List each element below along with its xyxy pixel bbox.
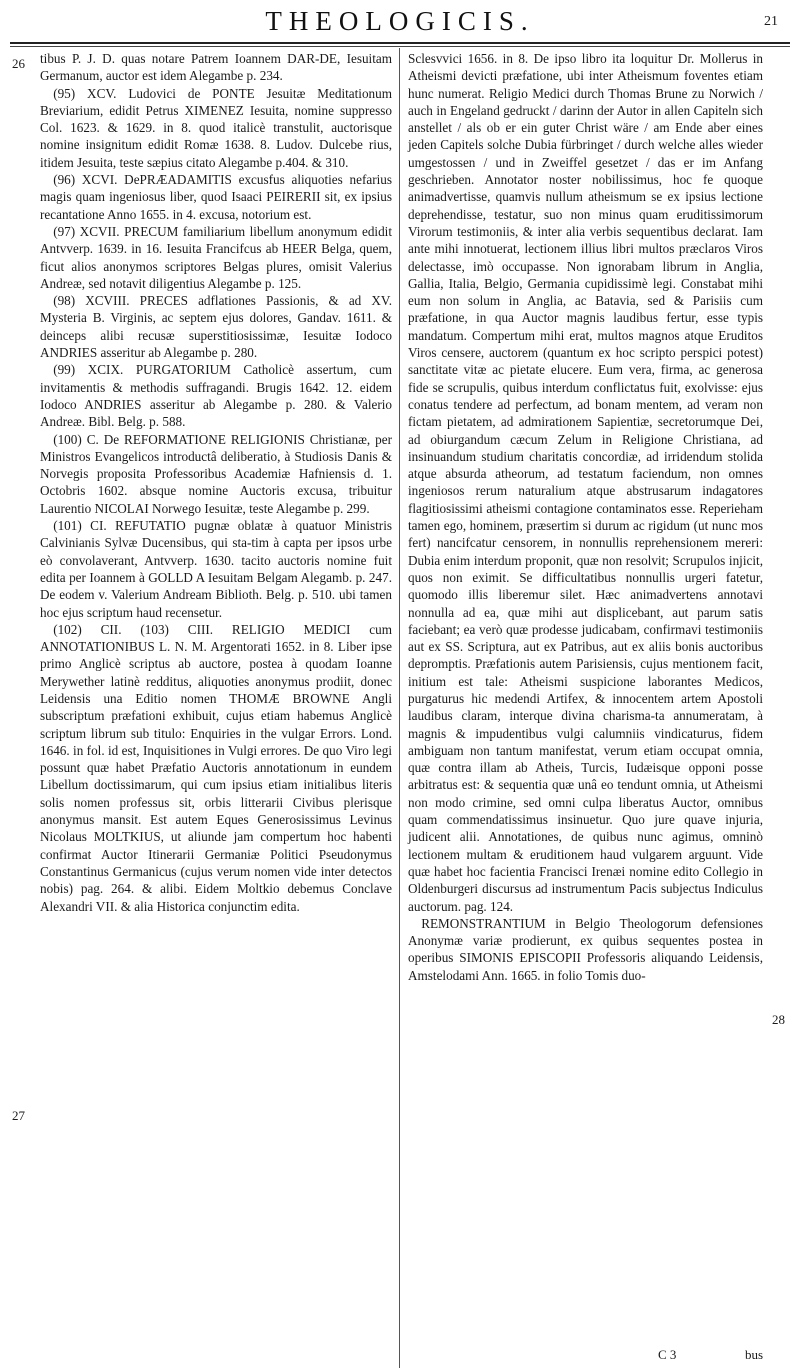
margin-number: 26	[12, 56, 25, 71]
header-rule-thin	[10, 46, 790, 47]
entry-paragraph: Sclesvvici 1656. in 8. De ipso libro ita loquitur Dr. Mollerus in Atheismi devicti præfatione, ubi inter Atheismum foventes etiam hunc numerat. Religio Medici durch Thomas Brune zu Norwich / auch in Engeland gedruckt / darinn der Autor in allen Capiteln sich anstellet / als ob er ein guter Christ wäre / am Ende aber eines jeden Capitels solche Dubia fürbringet / durch welche alles wieder umgestossen / und in Zweiffel gesetzet / das er im Anfang geschrieben. Annotator noster nobilissimus, hoc fe quoque animadvertisse, quamvis nullum atheismum se ex ipsius lectione deprehendisse, testatur, suo non minus quam eruditissimorum Virorum testimoniis, & inter alia verbis sequentibus declarat. Iam ante mihi innotuerat, lectionem illius libri multos præclaros Viros delectasse, imò occupasse. Non ignorabam librum in Anglia, Gallia, Italia, Belgio, Germania cupidissimè legi. Constabat mihi eum non solum in Anglia, ac Batavia, sed & Parisiis cum præfatione, in qua Auctor magnis laudibus fertur, esse typis mandatum. Compertum mihi erat, multos magnos atque Eruditos Viros censere, auctorem (quantum ex hoc scripto perspici potest) sanctitate vitæ ac pietate elucere. Eum vera, firma, ac generosa fide se scrupulis, quibus interdum conflictatus fuit, exolvisse: ejus conatus tendere ad perfectum, ad bonam mentem, ad veram non fictam pietatem, ad admirationem Sapientiæ, secretorumque Dei, ad obiurgandum cæcum Zelum in Religione Christiana, ad insinuandum studium charitatis concordiæ, ad irridendum stolida atque absurda atheorum, ad testatum faciendum, non omnes ingeniosos rerum naturalium atque abstrusarum indagatores flagitiosissimi atheismi contagione contaminatos esse. Reperieham tamen ego, hominem, præsertim si durum ac rigidum (ut nunc mos fert) nancifcatur censorem, in nonnullis reprehensionem mereri: Dubia enim interdum proponit, quæ non resolvit; Scrupulos injicit, quos non eximit. Se difficultatibus nonnullis urgeri fatetur, quomodo illis liberemur silet. Hæc animadvertens annotavi nonnulla ad ea, quæ mihi aut displicebant, aut parum satis faciebant; ea verò quæ prodesse judicabam, confirmavi testimoniis aut ex SS. Scriptura, aut ex Patribus, aut ex aliis bonis auctoribus depromptis. Præfationis autem Parisiensis, cujus mentionem facit, initium est tale: Atheismi suspicione laborantes Medicos, purgaturus hic medendi Artifex, & innocentem artem Apostoli laudibus claram, interque divina charisma-ta annumeratam, à magnis & impudentibus vulgi calumniis vindicaturus, fidem ambiguam non tantum manifestat, verum etiam occupat omnia, quæ contra illam ab Atheis, Turcis, Iudæisque opponi posse arbitratus est: & sequentia quæ unâ eo tendunt omnia, ut Atheismi non modo crimine, sed omni culpa liberatus Auctor, omnibus quam commendatissimus insinuetur. Quo jure quave injuria, judicent alii. Annotationes, de quibus nunc agimus, omninò lectionem multam & eruditionem haud vulgarem arguunt. Vide quæ habet hoc facientia Francisci Irenæi nomine edito Collegio in Oldenburgeri discursus ad instrumentum Pacis subjectus Indiculus auctorum. pag. 124.	[408, 51, 763, 914]
entry-paragraph: (101) CI. REFUTATIO pugnæ oblatæ à quatuor Ministris Calvinianis Sylvæ Ducensibus, qui sta-tim à capta per ipsos urbe eò convolaverant, Antvverp. 1630. tacito auctoris nomine fuit edita per Ioannem à GOLLD A Iesuitam Belgam Alegamb. p. 247. De eodem v. Valerium Andream Biblioth. Belg. p. 510. ubi tamen hoc ejus scriptum haud recensetur.	[40, 518, 392, 620]
entry-paragraph: (102) CII. (103) CIII. RELIGIO MEDICI cum ANNOTATIONIBUS L. N. M. Argentorati 1652. in 8. Liber ipse primo Anglicè scriptus ab auctore, postea à quodam Ioanne Merywether latinè redditus, aliquoties anonymus prodiit, donec Leidensis una Editio nomen THOMÆ BROWNE Angli subscriptum præfationi exhibuit, cujus etiam habemus Anglicè scriptum librum sub titulo: Enquiries in the vulgar Errors. Lond. 1646. in fol. id est, Inquisitiones in Vulgi errores. De quo Viro legi possunt quæ habet Præfatio Auctoris annotationum in eundem Libellum doctissimarum, qui cum ipsius etiam initialibus literis solis nomen professus sit, orbis litterarii Civibus plerisque anonymus mansit. Est autem Eques Generosissimus Levinus Nicolaus MOLTKIUS, ut aliunde jam compertum hoc habenti confirmat Auctor Itinerarii Germaniæ Politici Pseudonymus Constantinus Germanicus (cujus verum nomen vide inter detectos nobis) pag. 264. & alibi. Eidem Moltkio debemus Conclave Alexandri VII. & alia Historica conjunctim edita.	[40, 621, 392, 914]
column-divider	[399, 48, 400, 1368]
entry-paragraph: (99) XCIX. PURGATORIUM Catholicè assertum, cum invitamentis & methodis suffragandi. Brugis 1642. 12. eidem Iodoco ANDRIES asseritur ab Alegambe p. 280. & Valerio Andreæ. Bibl. Belg. p. 588.	[40, 362, 392, 430]
running-head: THEOLOGICIS.	[265, 6, 535, 36]
entry-paragraph: (97) XCVII. PRECUM familiarium libellum anonymum edidit Antvverp. 1639. in 16. Iesuita Francifcus ab HEER Belga, quem, ficut alios anonymos scriptores Belgas plures, omisit Valerius Andreæ, sed notavit diligentius Alegambe p. 125.	[40, 223, 392, 291]
margin-number: 27	[12, 1108, 25, 1123]
left-column	[40, 50, 392, 915]
entry-paragraph: tibus P. J. D. quas notare Patrem Ioannem DAR-DE, Iesuitam Germanum, auctor est idem Alegambe p. 234.	[40, 51, 392, 84]
catchword: bus	[744, 1347, 763, 1362]
entry-paragraph: (100) C. De REFORMATIONE RELIGIONIS Christianæ, per Ministros Evangelicos introductâ deliberatio, à Studiosis Danis & Norvegis proposita Professoribus Academiæ Hafniensis d. 1. Octobris 1602. absque nomine Auctoris excusa, tribuitur Laurentio NICOLAI Norwego Iesuitæ, teste Alegambe p. 299.	[40, 431, 392, 516]
margin-number: 28	[772, 1012, 785, 1027]
signature-mark: C 3	[658, 1347, 677, 1362]
entry-paragraph: (95) XCV. Ludovici de PONTE Jesuitæ Meditationum Breviarium, edidit Petrus XIMENEZ Iesuita, nomine suppresso Col. 1623. & 1629. in 8. quod italicè transtulit, auctorisque nomine insignitum edidit Romæ 1638. 8. Ludov. Dulcebe rius, itidem Jesuita, teste sæpius citato Alegambe p.404. & 310.	[40, 85, 392, 170]
entry-paragraph: REMONSTRANTIUM in Belgio Theologorum defensiones Anonymæ variæ prodierunt, ex quibus sequentes postea in operibus SIMONIS EPISCOPII Professoris aliquando Leidensis, Amstelodami Ann. 1665. in folio Tomis duo-	[408, 915, 763, 983]
right-column	[408, 50, 763, 984]
entry-paragraph: (96) XCVI. DePRÆADAMITIS excusfus aliquoties nefarius magis quam ingeniosus liber, quod Isaaci PEIRERII sit, ex ipsius recantatione Anno 1655. in 4. excusa, notorium est.	[40, 172, 392, 222]
entry-paragraph: (98) XCVIII. PRECES adflationes Passionis, & ad XV. Mysteria B. Virginis, ac septem ejus dolores, Gandav. 1611. & deinceps alibi recusæ superstitiosissimæ, Iesuitæ Iodoco ANDRIES asseritur ab Alegambe p. 280.	[40, 293, 392, 361]
header-rule	[10, 42, 790, 44]
page-number: 21	[764, 14, 778, 29]
